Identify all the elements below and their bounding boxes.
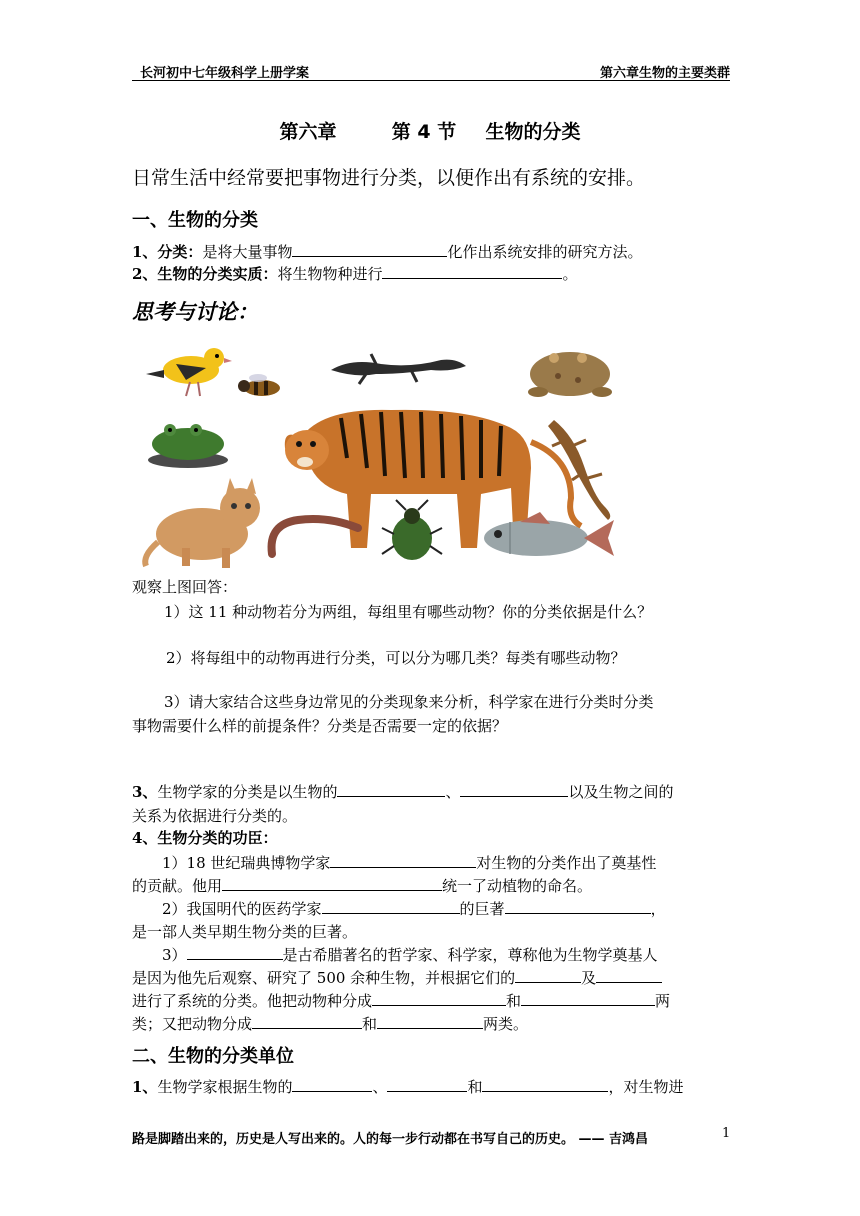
fill-blank[interactable]: [292, 242, 447, 257]
bee-icon: [238, 374, 280, 396]
beetle-icon: [382, 500, 442, 560]
item4-label: 4、生物分类的功臣：: [132, 829, 278, 847]
p3-text-g: 两: [655, 992, 671, 1010]
fish-icon: [484, 512, 614, 556]
s2-text-b: 生物学家根据生物的: [157, 1078, 293, 1096]
question-2: 2）将每组中的动物再进行分类，可以分为哪几类？每类有哪些动物？: [166, 649, 626, 667]
item2-line: [132, 264, 577, 284]
title-section: 第 4 节: [391, 121, 457, 143]
p3-text-f: 和: [506, 992, 522, 1010]
item3-line2: 关系为依据进行分类的。: [132, 807, 298, 825]
p2-text-b: 的巨著: [459, 900, 505, 918]
s2-label: 1、: [132, 1078, 158, 1096]
intro-text: 日常生活中经常要把事物进行分类，以便作出有系统的安排。: [132, 167, 646, 189]
item4-p3-line2: [132, 968, 662, 988]
p3-text-a: 3）: [162, 946, 187, 964]
header-left: 长河初中七年级科学上册学案: [140, 66, 310, 81]
fill-blank[interactable]: [505, 899, 651, 914]
item2-text-b: 。: [562, 265, 578, 283]
fill-blank[interactable]: [337, 782, 445, 797]
item1-text-b: 化作出系统安排的研究方法。: [447, 243, 643, 261]
fill-blank[interactable]: [222, 876, 442, 891]
fill-blank[interactable]: [377, 1014, 483, 1029]
s2-text-e: ，对生物进: [608, 1078, 684, 1096]
item4-p2-line2: 是一部人类早期生物分类的巨著。: [132, 923, 358, 941]
item3-label: 3、: [132, 783, 158, 801]
fill-blank[interactable]: [292, 1077, 372, 1092]
p1-text-b: 对生物的分类作出了奠基性: [476, 854, 657, 872]
section2-line1: [132, 1077, 684, 1097]
item4-p3-line3: [132, 991, 670, 1011]
p3-text-d: 及: [581, 969, 597, 987]
p3-text-h: 类；又把动物分成: [132, 1015, 253, 1033]
p3-text-j: 两类。: [483, 1015, 529, 1033]
observe-text: 观察上图回答：: [132, 578, 238, 596]
p1-text-c: 的贡献。他用: [132, 877, 223, 895]
title-name: 生物的分类: [485, 121, 581, 143]
s2-text-c: 、: [372, 1078, 388, 1096]
animals-illustration: [136, 336, 626, 570]
fill-blank[interactable]: [322, 899, 460, 914]
p2-text-a: 2）我国明代的医药学家: [162, 900, 322, 918]
title-chapter: 第六章: [279, 121, 337, 143]
fill-blank[interactable]: [460, 782, 568, 797]
s2-text-d: 和: [467, 1078, 483, 1096]
item1-label: 1、分类：: [132, 243, 203, 261]
lizard-icon: [548, 420, 610, 520]
item1-line: [132, 242, 642, 262]
item2-label: 2、生物的分类实质：: [132, 265, 278, 283]
item3-line1: [132, 782, 673, 802]
item4-p3-line1: [162, 945, 658, 965]
fill-blank[interactable]: [521, 991, 655, 1006]
bird-icon: [146, 348, 232, 396]
p3-text-b: 是古希腊著名的哲学家、科学家，尊称他为生物学奠基人: [282, 946, 658, 964]
p3-text-c: 是因为他先后观察、研究了 500 余种生物，并根据它们的: [132, 969, 516, 987]
footer-quote: 路是脚踏出来的，历史是人写出来的。人的每一步行动都在书写自己的历史。 —— 吉鸿昌: [132, 1132, 649, 1147]
fill-blank[interactable]: [515, 968, 581, 983]
item4-p1-line2: [132, 876, 592, 896]
fill-blank[interactable]: [482, 1077, 608, 1092]
page-number: 1: [722, 1126, 731, 1141]
question-1: 1）这 11 种动物若分为两组，每组里有哪些动物？你的分类依据是什么？: [164, 603, 653, 621]
fill-blank[interactable]: [330, 853, 476, 868]
item1-text-a: 是将大量事物: [202, 243, 293, 261]
fill-blank[interactable]: [387, 1077, 467, 1092]
item4-p2-line1: [162, 899, 666, 919]
item3-text-a: 生物学家的分类是以生物的: [157, 783, 338, 801]
item4-p1-line1: [162, 853, 656, 873]
item2-text-a: 将生物物种进行: [277, 265, 383, 283]
header-divider: [132, 80, 730, 81]
p1-text-d: 统一了动植物的命名。: [442, 877, 593, 895]
item3-text-b: 、: [445, 783, 461, 801]
section2-heading: 二、生物的分类单位: [132, 1046, 294, 1067]
fill-blank[interactable]: [596, 968, 662, 983]
fill-blank[interactable]: [382, 264, 562, 279]
p3-text-i: 和: [362, 1015, 378, 1033]
cat-icon: [145, 478, 260, 568]
earthworm-icon: [272, 519, 358, 554]
header-right: 第六章生物的主要类群: [599, 66, 730, 81]
question-3a: 3）请大家结合这些身边常见的分类现象来分析，科学家在进行分类时分类: [164, 693, 654, 711]
item4-p3-line4: [132, 1014, 528, 1034]
fill-blank[interactable]: [252, 1014, 362, 1029]
p2-text-c: ，: [650, 900, 666, 918]
fill-blank[interactable]: [187, 945, 283, 960]
question-3b: 事物需要什么样的前提条件？分类是否需要一定的依据？: [132, 717, 508, 735]
section1-heading: 一、生物的分类: [132, 210, 258, 231]
p3-text-e: 进行了系统的分类。他把动物种分成: [132, 992, 373, 1010]
p1-text-a: 1）18 世纪瑞典博物学家: [162, 854, 331, 872]
item3-text-c: 以及生物之间的: [568, 783, 674, 801]
frog-icon: [148, 424, 228, 468]
fill-blank[interactable]: [372, 991, 506, 1006]
toad-icon: [528, 352, 612, 397]
discussion-heading: 思考与讨论：: [132, 299, 258, 324]
salamander-icon: [331, 354, 466, 384]
page-title: [0, 117, 860, 144]
